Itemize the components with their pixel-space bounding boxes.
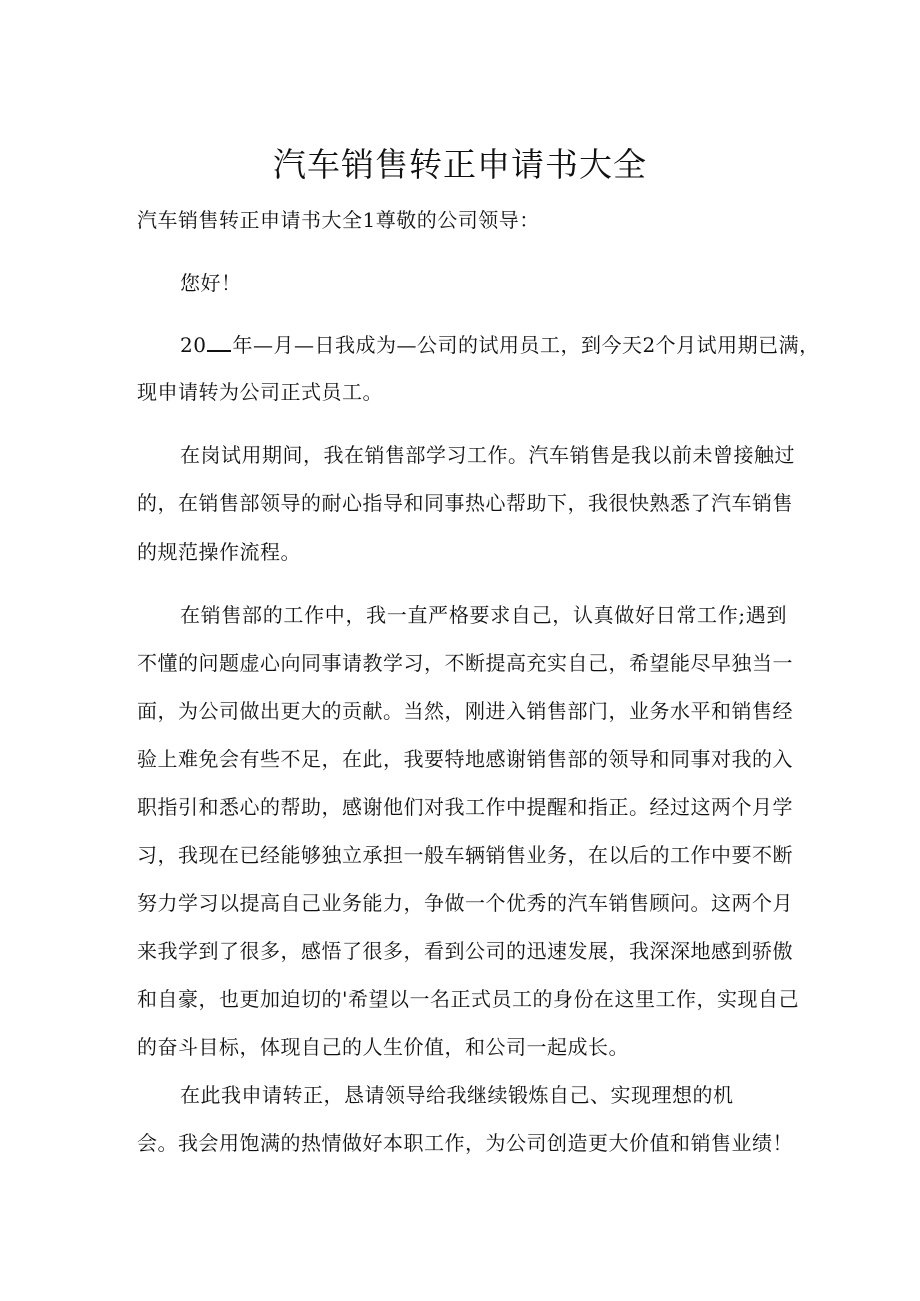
paragraph-3-line-10: 的奋斗目标，体现自己的人生价值，和公司一起成长。 xyxy=(137,1035,629,1059)
paragraph-2-line-2: 的，在销售部领导的耐心指导和同事热心帮助下，我很快熟悉了汽车销售 xyxy=(137,491,793,515)
paragraph-4-line-2: 会。我会用饱满的热情做好本职工作，为公司创造更大价值和销售业绩！ xyxy=(137,1131,793,1155)
paragraph-2-line-1: 在岗试用期间，我在销售部学习工作。汽车销售是我以前未曾接触过 xyxy=(180,443,795,467)
paragraph-3-line-6: 习，我现在已经能够独立承担一般车辆销售业务，在以后的工作中要不断 xyxy=(137,843,793,867)
year-prefix: 20 xyxy=(180,333,207,357)
paragraph-3-line-4: 验上难免会有些不足，在此，我要特地感谢销售部的领导和同事对我的入 xyxy=(137,747,793,771)
paragraph-4-line-1: 在此我申请转正，恳请领导给我继续锻炼自己、实现理想的机 xyxy=(180,1083,734,1107)
paragraph-3-line-2: 不懂的问题虚心向同事请教学习，不断提高充实自己，希望能尽早独当一 xyxy=(137,651,793,675)
paragraph-3-line-5: 职指引和悉心的帮助，感谢他们对我工作中提醒和指正。经过这两个月学 xyxy=(137,795,793,819)
heading-line: 汽车销售转正申请书大全1尊敬的公司领导： xyxy=(137,208,540,232)
paragraph-1-line-2: 现申请转为公司正式员工。 xyxy=(137,380,383,404)
paragraph-3-line-9: 和自豪，也更加迫切的'希望以一名正式员工的身份在这里工作，实现自己 xyxy=(137,987,799,1011)
paragraph-3-line-1: 在销售部的工作中，我一直严格要求自己，认真做好日常工作;遇到 xyxy=(180,603,787,627)
year-blank xyxy=(207,332,231,352)
paragraph-1-line-1-text: 年—月—日我成为—公司的试用员工，到今天2个月试用期已满， xyxy=(232,333,820,357)
greeting: 您好！ xyxy=(180,271,242,295)
paragraph-3-line-3: 面，为公司做出更大的贡献。当然，刚进入销售部门，业务水平和销售经 xyxy=(137,699,793,723)
paragraph-3-line-7: 努力学习以提高自己业务能力，争做一个优秀的汽车销售顾问。这两个月 xyxy=(137,891,793,915)
paragraph-1-line-1 xyxy=(180,330,820,360)
document-title: 汽车销售转正申请书大全 xyxy=(273,145,647,184)
paragraph-3-line-8: 来我学到了很多，感悟了很多，看到公司的迅速发展，我深深地感到骄傲 xyxy=(137,939,793,963)
paragraph-2-line-3: 的规范操作流程。 xyxy=(137,540,301,564)
